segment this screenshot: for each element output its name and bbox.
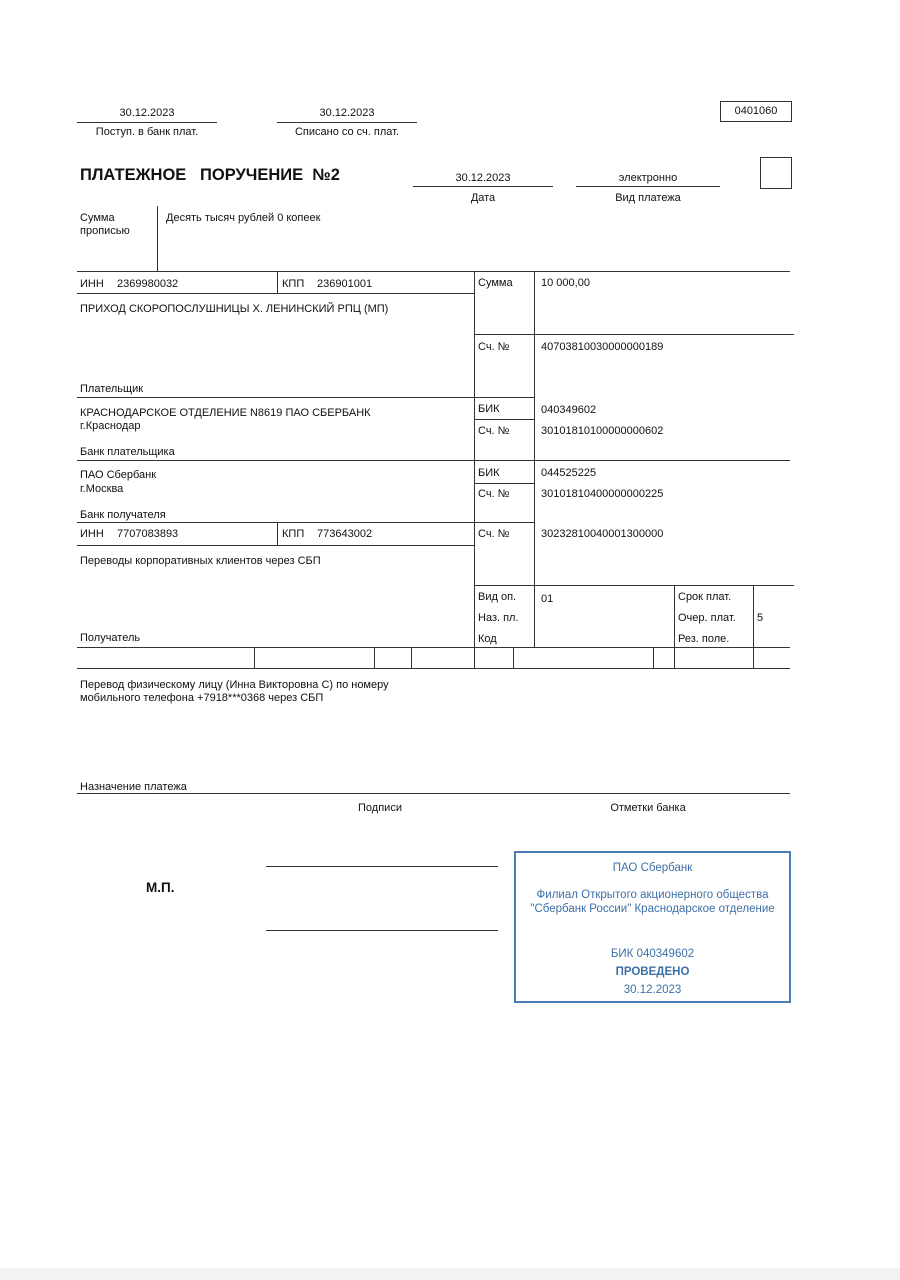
payer-inn-label: ИНН	[80, 278, 104, 290]
grid-line-647	[77, 647, 790, 648]
tax-cell-divider-1	[254, 647, 255, 668]
payee-bank-name-1: ПАО Сбербанк	[80, 469, 157, 481]
grid-line-585	[474, 585, 794, 586]
main-column-divider	[474, 271, 475, 668]
grid-line-483	[474, 483, 534, 484]
tax-cell-divider-4	[513, 647, 514, 668]
grid-line-460	[77, 460, 790, 461]
grid-line-334	[474, 334, 794, 335]
document-title: ПЛАТЕЖНОЕ ПОРУЧЕНИЕ №2	[80, 166, 340, 184]
payer-bank-bik: 040349602	[541, 404, 597, 416]
payer-account: 40703810030000000189	[541, 341, 664, 353]
grid-line-522	[77, 522, 534, 523]
payee-bank-bik-label: БИК	[478, 467, 500, 479]
payee-name: Переводы корпоративных клиентов через СБП	[80, 555, 321, 567]
amount-label: Сумма	[478, 277, 513, 289]
payer-account-label: Сч. №	[478, 341, 510, 353]
vid-op-value: 01	[541, 593, 554, 605]
bank-stamp	[514, 851, 791, 1003]
grid-line-668	[77, 668, 790, 669]
payee-kpp: 773643002	[317, 528, 373, 540]
grid-line-397	[77, 397, 534, 398]
payee-kpp-label: КПП	[282, 528, 305, 540]
signature-line-2	[266, 930, 498, 931]
naz-pl-label: Наз. пл.	[478, 612, 519, 624]
payer-kpp-label: КПП	[282, 278, 305, 290]
purpose-line-2: мобильного телефона +7918***0368 через СБП	[80, 692, 324, 704]
stamp-status: ПРОВЕДЕНО	[615, 966, 690, 978]
payer-kpp: 236901001	[317, 278, 373, 290]
payee-label: Получатель	[80, 632, 141, 644]
payment-type-label: Вид платежа	[615, 192, 681, 204]
document-date-label: Дата	[470, 192, 496, 204]
document-date: 30.12.2023	[455, 172, 511, 184]
stamp-date: 30.12.2023	[623, 984, 682, 996]
payer-inn-kpp-divider	[277, 271, 278, 293]
payee-inn: 7707083893	[117, 528, 179, 540]
received-label: Поступ. в банк плат.	[95, 126, 199, 138]
debited-date: 30.12.2023	[319, 107, 375, 119]
payment-type: электронно	[618, 172, 678, 184]
form-code: 0401060	[734, 105, 778, 117]
grid-line-545	[77, 545, 474, 546]
bank-marks-label: Отметки банка	[610, 802, 686, 814]
signatures-label: Подписи	[358, 802, 402, 814]
stamp-branch-line-1: Филиал Открытого акционерного общества	[536, 889, 769, 901]
payment-type-line	[576, 186, 720, 187]
grid-line-419	[474, 419, 534, 420]
payee-inn-kpp-divider	[277, 522, 278, 545]
signature-line-1	[266, 866, 498, 867]
ocher-value: 5	[757, 612, 764, 624]
amount-words-divider	[157, 206, 158, 271]
purpose-line-1: Перевод физическому лицу (Инна Викторовна С) по номеру	[80, 679, 389, 691]
payee-account: 30232810040001300000	[541, 528, 664, 540]
payee-inn-label: ИНН	[80, 528, 104, 540]
rez-label: Рез. поле.	[678, 633, 730, 645]
amount-words-label-1: Сумма	[80, 212, 115, 224]
payee-bank-label: Банк получателя	[80, 509, 166, 521]
payer-bank-name-1: КРАСНОДАРСКОЕ ОТДЕЛЕНИЕ N8619 ПАО СБЕРБАНК	[80, 407, 371, 419]
stamp-bik: БИК 040349602	[610, 948, 695, 960]
payee-bank-account: 30101810400000000225	[541, 488, 664, 500]
payer-bank-account: 30101810100000000602	[541, 425, 664, 437]
form-code-box	[720, 101, 792, 122]
payer-bank-bik-label: БИК	[478, 403, 500, 415]
payer-bank-name-2: г.Краснодар	[80, 420, 141, 432]
amount-words-value: Десять тысяч рублей 0 копеек	[166, 212, 321, 224]
payee-bank-account-label: Сч. №	[478, 488, 510, 500]
document-date-line	[413, 186, 553, 187]
debited-date-line	[277, 122, 417, 123]
tax-cell-divider-3	[411, 647, 412, 668]
amount-value: 10 000,00	[541, 277, 590, 289]
stamp-bank-name: ПАО Сбербанк	[612, 862, 693, 874]
received-date: 30.12.2023	[119, 107, 175, 119]
grid-line-293	[77, 293, 474, 294]
payer-name: ПРИХОД СКОРОПОСЛУШНИЦЫ Х. ЛЕНИНСКИЙ РПЦ (МП)	[80, 303, 389, 315]
payer-bank-label: Банк плательщика	[80, 446, 175, 458]
received-date-line	[77, 122, 217, 123]
payee-bank-bik: 044525225	[541, 467, 597, 479]
page-bottom-edge	[0, 1268, 900, 1280]
ocher-column-divider	[753, 585, 754, 668]
purpose-label: Назначение платежа	[80, 781, 187, 793]
tax-cell-divider-5	[653, 647, 654, 668]
mp-label: М.П.	[146, 880, 175, 895]
payer-inn: 2369980032	[117, 278, 179, 290]
payee-account-label: Сч. №	[478, 528, 510, 540]
srok-label: Срок плат.	[678, 591, 732, 603]
vid-op-label: Вид оп.	[478, 591, 517, 603]
ocher-label: Очер. плат.	[678, 612, 736, 624]
grid-line-271	[77, 271, 790, 272]
amount-words-label-2: прописью	[80, 225, 130, 237]
srok-column-divider	[674, 585, 675, 668]
debited-label: Списано со сч. плат.	[294, 126, 400, 138]
stamp-branch-line-2: "Сбербанк России" Краснодарское отделение	[530, 903, 775, 915]
tax-cell-divider-2	[374, 647, 375, 668]
payer-bank-account-label: Сч. №	[478, 425, 510, 437]
payer-label: Плательщик	[80, 383, 144, 395]
purpose-bottom-line	[77, 793, 790, 794]
status-code-box	[760, 157, 792, 189]
payee-bank-name-2: г.Москва	[80, 483, 124, 495]
kod-label: Код	[478, 633, 497, 645]
